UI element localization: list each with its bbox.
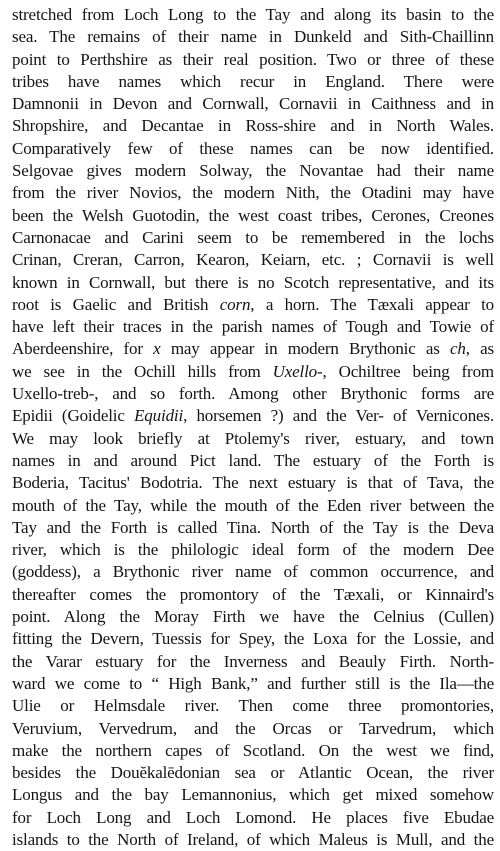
text-line: thereafter comes the promontory of the Tæxali, or Kinnaird's <box>12 584 494 604</box>
text-line: Shropshire, and Decantae in Ross-shire and in North Wales. <box>12 116 494 136</box>
text-line: make the northern capes of Scotland. On the west we find, <box>12 740 494 760</box>
book-page <box>12 4 495 849</box>
text-line: Selgovae gives modern Solway, the Novantae had their name <box>12 161 494 181</box>
text-line: besides the Douĕkalēdonian sea or Atlantic Ocean, the river <box>12 763 494 783</box>
text-line: Epidii (Goidelic Equidii, horsemen ?) and the Ver- of Vernicones. <box>12 406 495 426</box>
text-line: fitting the Devern, Tuessis for Spey, the Loxa for the Lossie, and <box>12 629 494 649</box>
text-line: Tay and the Forth is called Tina. North of the Tay is the Deva <box>12 517 494 537</box>
text-line: ward we come to “ High Bank,” and further still is the Ila—the <box>12 673 494 693</box>
text-line: stretched from Loch Long to the Tay and along its basin to the <box>12 5 494 24</box>
text-line: Aberdeenshire, for x may appear in modern Brythonic as ch, as <box>12 339 494 359</box>
text-line: mouth of the Tay, while the mouth of the Eden river between the <box>12 495 494 515</box>
text-line: river, which is the philologic ideal form of the modern Dee <box>12 540 494 560</box>
text-line: (goddess), a Brythonic river name of common occurrence, and <box>12 562 494 582</box>
text-line: known in Cornwall, but there is no Scotch representative, and its <box>12 272 494 292</box>
text-line: have left their traces in the parish names of Tough and Towie of <box>12 317 494 337</box>
text-line: Uxello-treb-, and so forth. Among other Brythonic forms are <box>12 384 494 404</box>
text-line: Veruvium, Vervedrum, and the Orcas or Tarvedrum, which <box>12 718 494 738</box>
text-line: Damnonii in Devon and Cornwall, Cornavii in Caithness and in <box>12 94 494 114</box>
body-paragraph <box>12 4 494 851</box>
text-line: Comparatively few of these names can be now identified. <box>12 138 494 158</box>
text-line: sea. The remains of their name in Dunkeld and Sith-Chaillinn <box>12 27 494 47</box>
text-line: from the river Novios, the modern Nith, the Otadini may have <box>12 183 494 203</box>
text-line: Ulie or Helmsdale river. Then come three promontories, <box>12 696 494 716</box>
text-line: we see in the Ochill hills from Uxello-, Ochiltree being from <box>12 361 494 381</box>
text-line: Carnonacae and Carini seem to be remembered in the lochs <box>12 227 494 247</box>
text-line: Crinan, Creran, Carron, Kearon, Keiarn, etc. ; Cornavii is well <box>12 250 494 270</box>
text-line: Longus and the bay Lemannonius, which get mixed somehow <box>12 785 494 805</box>
text-line: for Loch Long and Loch Lomond. He places five Ebudae <box>12 807 494 827</box>
text-line: Boderia, Tacitus' Bodotria. The next estuary is that of Tava, the <box>12 473 494 493</box>
text-line: root is Gaelic and British corn, a horn. The Tæxali appear to <box>12 294 494 314</box>
text-line: tribes have names which recur in England. There were <box>12 71 494 91</box>
text-line: point. Along the Moray Firth we have the Celnius (Cullen) <box>12 607 494 627</box>
text-line: islands to the North of Ireland, of which Maleus is Mull, and the <box>12 829 494 849</box>
text-line: the Varar estuary for the Inverness and Beauly Firth. North- <box>12 651 494 671</box>
text-line: been the Welsh Guotodin, the west coast tribes, Cerones, Creones <box>12 205 494 225</box>
text-line: names in and around Pict land. The estuary of the Forth is <box>12 450 494 470</box>
text-line: We may look briefly at Ptolemy's river, estuary, and town <box>12 428 494 448</box>
text-line: point to Perthshire as their real position. Two or three of these <box>12 49 494 69</box>
